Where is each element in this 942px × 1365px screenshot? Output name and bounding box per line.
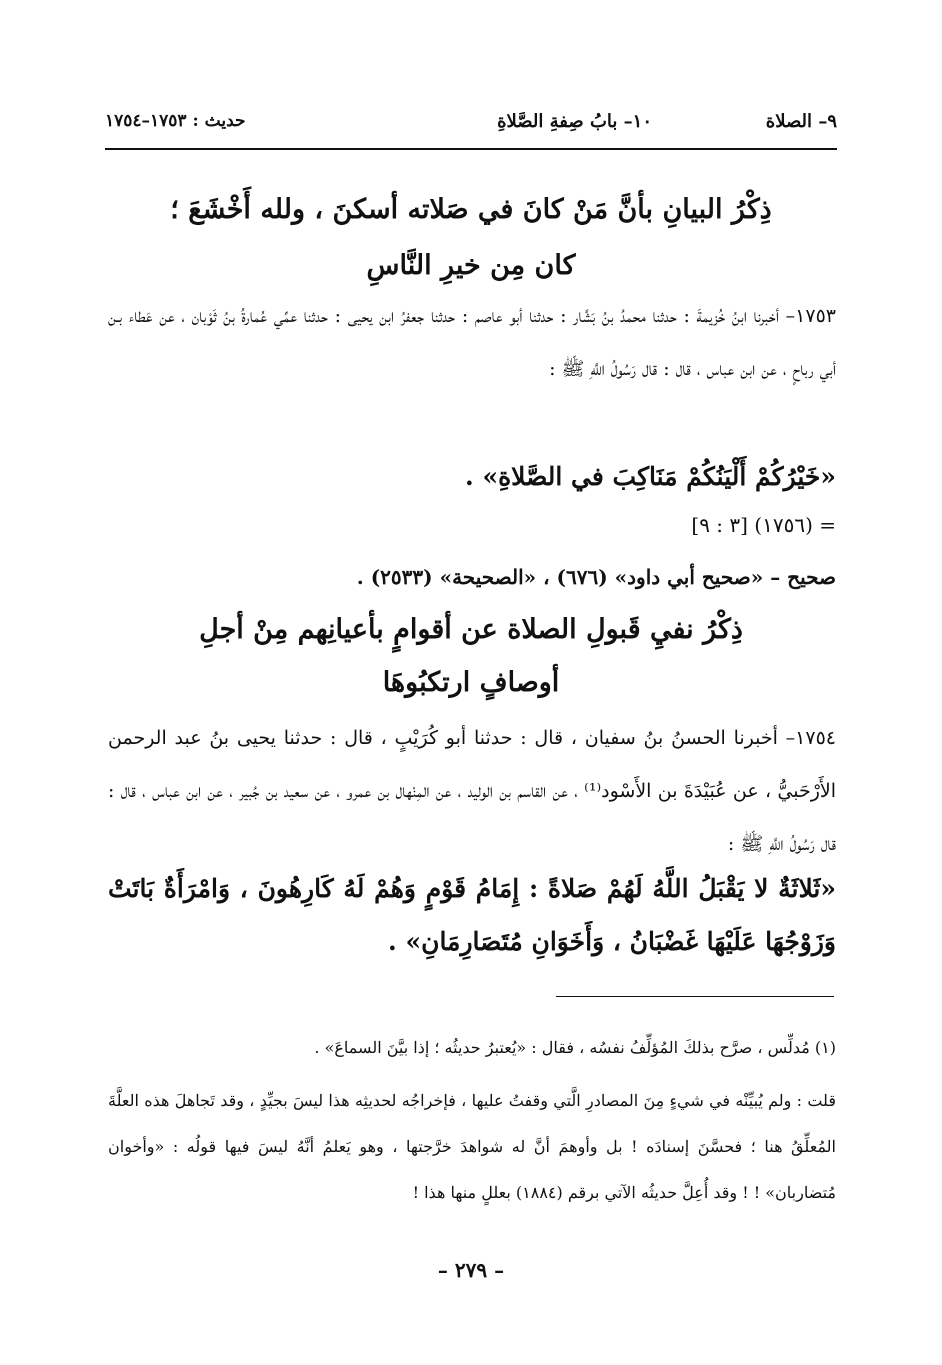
footnote-separator [556,996,834,997]
header-chapter: ١٠– بابُ صِفةِ الصَّلاةِ [497,111,652,132]
footnote-comment: قلت : ولم يُبيِّنْه في شيءٍ مِنَ المصادرِ الَّتي وقفتُ عليها ، فإخراجُه لحديثِه هذا ليسَ بجيِّدٍ ، وقد تَجاهلَ هذه العلَّةَ المُعلِّقُ هنا ؛ فحسَّنَ إسنادَه ! بل وأوهمَ أنَّ له شواهدَ خرَّجتها ، وهو يَعلمُ أنَّهُ ليسَ فيها قولُه : «وأخوان مُتضاربان» ! ! وقد أُعِلَّ حديثُه الآتي برقم (١٨٨٤) بعللٍ منها هذا ! [108,1091,837,1202]
header-book-section: ٩– الصلاة [765,111,837,132]
section-heading-1-line2: كان مِن خيرِ النَّاسِ [366,250,576,281]
hadith-1754-isnad: ١٧٥٤– أخبرنا الحسنُ بنُ سفيان ، قال : حدثنا أبو كُرَيْبٍ ، قال : حدثنا يحيى بنُ عبد الرحمن الأَرْحَبيُّ ، عن عُبَيْدَةَ بن الأَسْود⁽¹⁾ ، عن القاسم بن الوليد ، عن المِنْهال بن عمرو ، عن سعيد بن جُبير ، عن ابن عباس ، قال : قال رَسُولُ اللَّهِ ﷺ : [108,727,836,855]
section-heading-2-line1: ذِكْرُ نفيِ قَبولِ الصلاة عن أقوامٍ بأعيانِهم مِنْ أجلِ [199,614,743,645]
header-rule [105,148,837,150]
header-hadith-range: حديث : ١٧٥٣–١٧٥٤ [105,111,246,131]
hadith-1753-grading: صحيح – «صحيح أبي داود» (٦٧٦) ، «الصحيحة» (٢٥٣٣) . [356,565,836,589]
hadith-1754-matn: «ثَلاثَةٌ لا يَقْبَلُ اللَّهُ لَهُمْ صَلاةً : إِمَامُ قَوْمٍ وَهُمْ لَهُ كَارِهُونَ ، وَامْرَأَةٌ بَاتَتْ وَزَوْجُهَا عَلَيْهَا غَضْبَانُ ، وَأَخَوَانِ مُتَصَارِمَانِ» . [108,874,836,956]
footnote-1: (١) مُدلِّس ، صرَّح بذلكَ المُؤلِّفُ نفسُه ، فقال : «يُعتبرُ حديثُه ؛ إذا بيَّنَ السماعَ» . [314,1038,836,1057]
page-number: – ٢٧٩ – [437,1258,505,1282]
running-header [105,111,837,141]
hadith-1753-matn: «خَيْرُكُمْ أَلْيَنُكُمْ مَنَاكِبَ في الصَّلاةِ» . [465,462,836,491]
hadith-1753-isnad: ١٧٥٣– أخبرنا ابنُ خُزيمةَ : حدثنا محمدُ بنُ بَشَّار : حدثنا أبو عاصم : حدثنا جعفرُ ابن يحيى : حدثنا عمِّي عُمارةُ بنُ ثَوْبان ، عن عَطاء بـن أبي رباحٍ ، عن ابن عباس ، قال : قال رَسُولُ اللَّهِ ﷺ : [108,305,836,380]
section-heading-2-line2: أوصافٍ ارتكبُوهَا [382,667,560,698]
section-heading-1-line1: ذِكْرُ البيانِ بأنَّ مَنْ كانَ في صَلاته أسكنَ ، ولله أَخْشَعَ ؛ [170,194,772,225]
hadith-1753-reference: = (١٧٥٦) [٣ : ٩] [691,513,836,537]
